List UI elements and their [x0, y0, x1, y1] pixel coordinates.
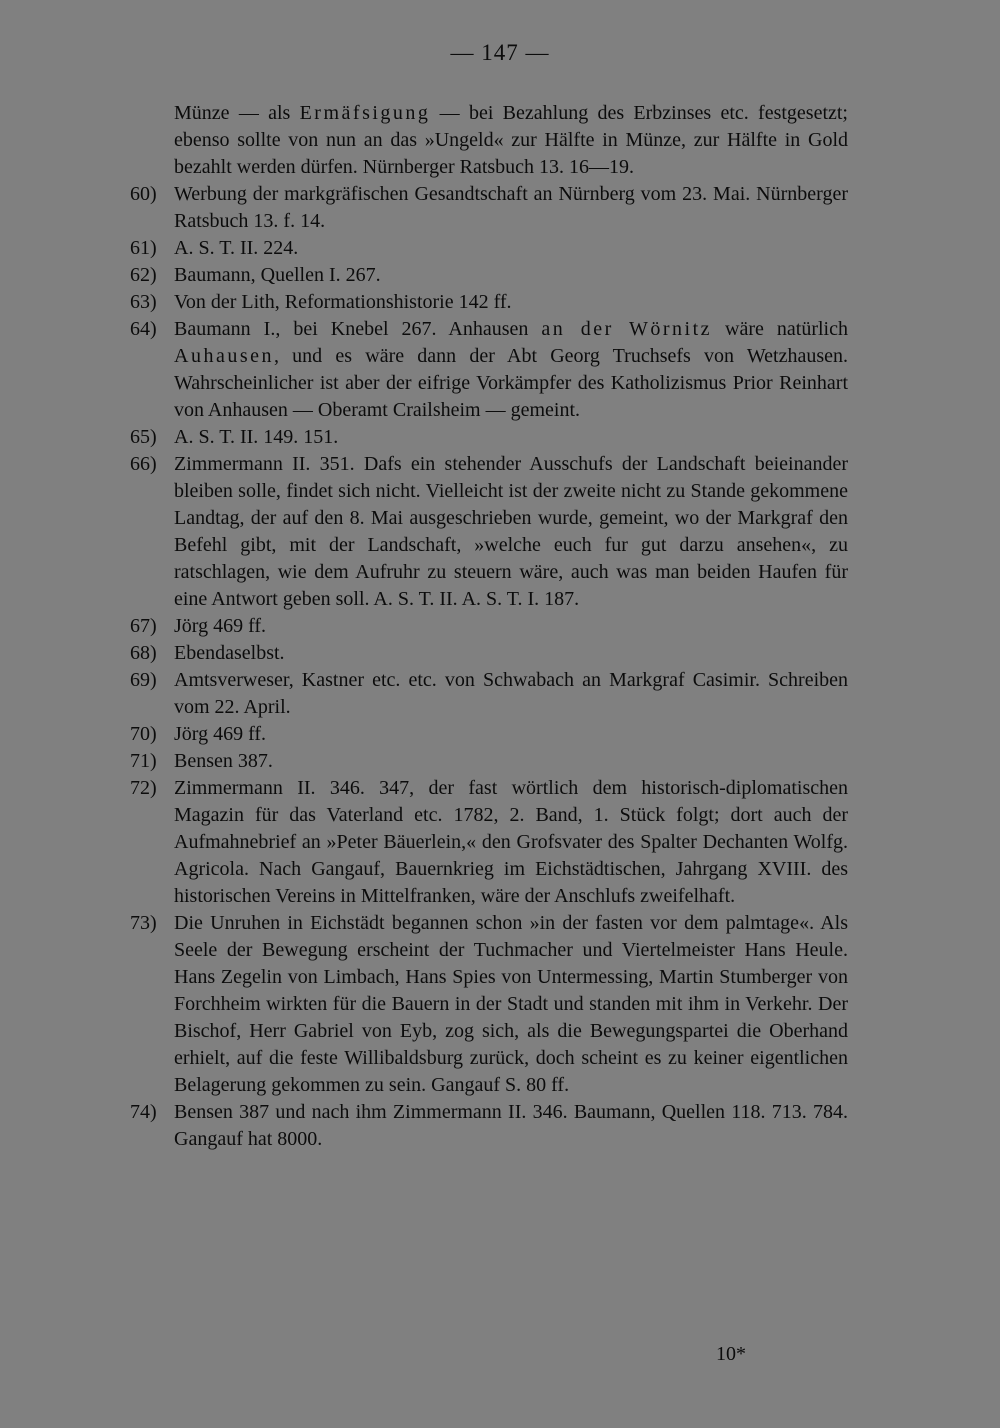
footnote-number: 71) [130, 750, 157, 772]
footnote-74 [130, 1099, 848, 1153]
footnote-number: 69) [130, 669, 157, 691]
footnote-text: Baumann, Quellen I. 267. [174, 264, 381, 286]
footnote-text: Werbung der markgräfischen Gesandtschaft an Nürnberg vom 23. Mai. Nürnberger Ratsbuch 13. f. 14. [174, 183, 848, 232]
footnote-number: 73) [130, 912, 157, 934]
continuation-text: Münze — als Ermäfsigung — bei Bezahlung des Erbzinses etc. festgesetzt; ebenso sollte von nun an das »Ungeld« zur Hälfte in Münze, zur Hälfte in Gold bezahlt werden dürfen. Nürnberger Ratsbuch 13. 16—19. [174, 102, 848, 178]
footnote-text: Bensen 387 und nach ihm Zimmermann II. 346. Baumann, Quellen 118. 713. 784. Gangauf hat 8000. [174, 1101, 848, 1150]
emphasis: Ermäfsigung [299, 102, 431, 124]
footnote-68 [130, 640, 848, 667]
footnote-number: 61) [130, 237, 157, 259]
footnote-number: 70) [130, 723, 157, 745]
footnote-text: A. S. T. II. 149. 151. [174, 426, 339, 448]
footnote-60 [130, 181, 848, 235]
footnote-61 [130, 235, 848, 262]
footnote-number: 64) [130, 318, 157, 340]
footnote-text: Ebendaselbst. [174, 642, 285, 664]
footnote-number: 63) [130, 291, 157, 313]
footnote-62 [130, 262, 848, 289]
footnote-number: 66) [130, 453, 157, 475]
footnote-text: A. S. T. II. 224. [174, 237, 299, 259]
footnote-number: 68) [130, 642, 157, 664]
emphasis: Auhausen [174, 345, 274, 367]
footnote-71 [130, 748, 848, 775]
footnotes [130, 100, 848, 1153]
footnote-66 [130, 451, 848, 613]
footnote-text: Bensen 387. [174, 750, 273, 772]
footnote-number: 67) [130, 615, 157, 637]
footnote-text: Jörg 469 ff. [174, 723, 267, 745]
footnote-number: 74) [130, 1101, 157, 1123]
footnote-text: Die Unruhen in Eichstädt begannen schon »in der fasten vor dem palmtage«. Als Seele der Bewegung erscheint der Tuchmacher und Viertelmeister Hans Heule. Hans Zegelin von Limbach, Hans Spies von Untermessing, Martin Stumberger von Forchheim wirkten für die Bauern in der Stadt und standen mit ihm in Verkehr. Der Bischof, Herr Gabriel von Eyb, zog sich, als die Bewegungspartei die Oberhand erhielt, auf die feste Willibaldsburg zurück, doch scheint es zu keiner eigentlichen Belagerung gekommen zu sein. Gangauf S. 80 ff. [174, 912, 848, 1096]
footnote-number: 60) [130, 183, 157, 205]
footnote-70 [130, 721, 848, 748]
page-number: — 147 — [450, 40, 550, 65]
footnote-67 [130, 613, 848, 640]
footnote-text: Zimmermann II. 351. Dafs ein stehender Ausschufs der Landschaft beieinander bleiben solle, findet sich nicht. Vielleicht ist der zweite nicht zu Stande gekommene Landtag, der auf den 8. Mai ausgeschrieben wurde, gemeint, wo der Markgraf den Befehl gibt, mit der Landschaft, »welche euch fur gut darzu ansehen«, zu ratschlagen, wie dem Aufruhr zu steuern wäre, auch was man beiden Haufen für eine Antwort geben soll. A. S. T. II. A. S. T. I. 187. [174, 453, 848, 610]
footnote-72 [130, 775, 848, 910]
footnote-64: 64) Baumann I., bei Knebel 267. Anhausen an der Wörnitz wäre natürlich Auhausen, und es wäre dann der Abt Georg Truchsefs von Wetzhausen. Wahrscheinlicher ist aber der eifrige Vorkämpfer des Katholizismus Prior Reinhart von Anhausen — Oberamt Crailsheim — gemeint. [130, 318, 848, 421]
footnote-text: Zimmermann II. 346. 347, der fast wörtlich dem historisch-diplomatischen Magazin für das Vaterland etc. 1782, 2. Band, 1. Stück folgt; dort auch der Aufmahnebrief an »Peter Bäuerlein,« den Grofsvater des Spalter Dechanten Wolfg. Agricola. Nach Gangauf, Bauernkrieg im Eichstädtischen, Jahrgang XVIII. des historischen Vereins in Mittelfranken, wäre der Anschlufs zweifelhaft. [174, 777, 848, 907]
footnote-number: 65) [130, 426, 157, 448]
footnote-73 [130, 910, 848, 1099]
footnote-text: Jörg 469 ff. [174, 615, 267, 637]
footnote-number: 62) [130, 264, 157, 286]
footnote-69 [130, 667, 848, 721]
footnote-text: Amtsverweser, Kastner etc. etc. von Schwabach an Markgraf Casimir. Schreiben vom 22. April. [174, 669, 848, 718]
printer-signature-mark: 10* [716, 1343, 746, 1365]
footnote-65 [130, 424, 848, 451]
footnote-number: 72) [130, 777, 157, 799]
footnote-63 [130, 289, 848, 316]
emphasis: an der Wörnitz [541, 318, 713, 340]
footnote-text: Von der Lith, Reformationshistorie 142 ff. [174, 291, 512, 313]
